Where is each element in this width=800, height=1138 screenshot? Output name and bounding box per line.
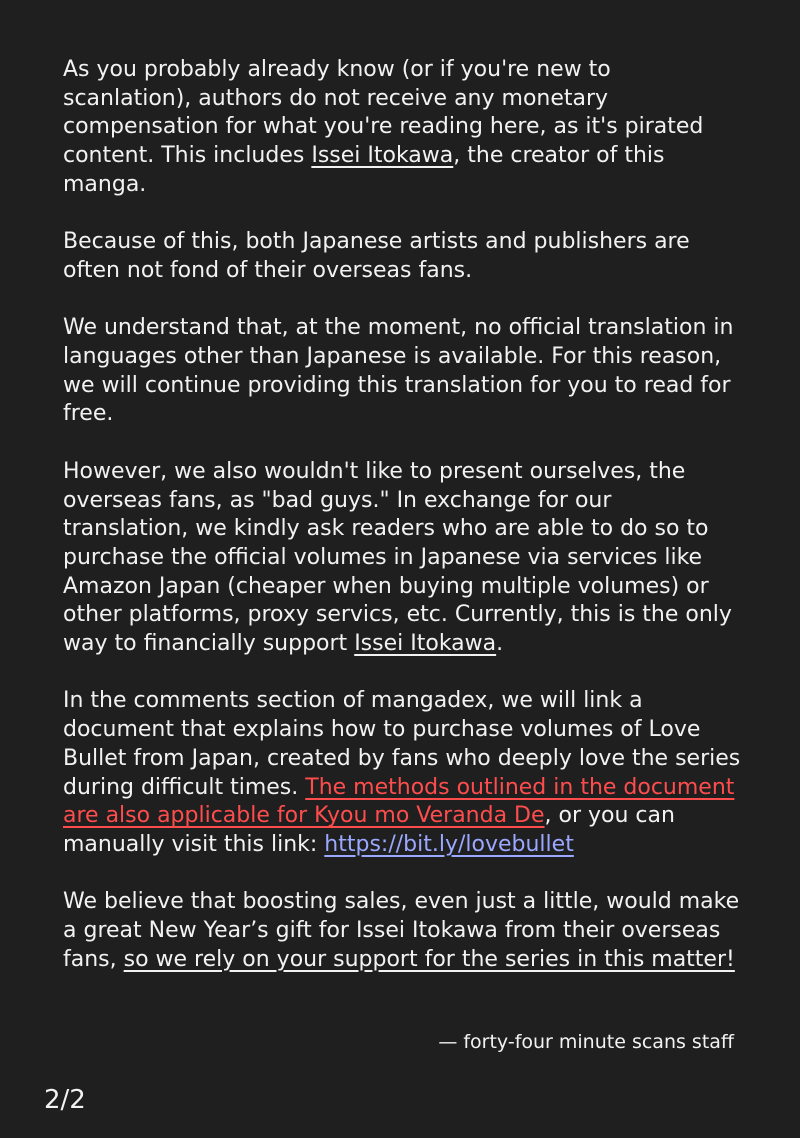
paragraph-text: Because of this, both Japanese artists and publishers are often not fond of their overseas fans.: [63, 229, 690, 283]
paragraph-purchase-guide: [63, 687, 743, 859]
paragraph-text: , the creator of this manga.: [63, 143, 665, 197]
author-name-link: Issei Itokawa: [311, 143, 454, 169]
paragraph-text: We believe that boosting sales, even just a little, would make a great New Year’s gift for Issei Itokawa from their overseas fans,: [63, 889, 740, 972]
paragraph-text: In the comments section of mangadex, we will link a document that explains how to purchase volumes of Love Bullet from Japan, created by fans who deeply love the series during difficult times.: [63, 688, 741, 800]
paragraph-text: As you probably already know (or if you're new to scanlation), authors do not receive any monetary compensation for what you're reading here, as it's pirated content. This includes: [63, 57, 704, 169]
lovebullet-link[interactable]: https://bit.ly/lovebullet: [324, 831, 574, 857]
paragraph-text: , or you can manually visit this link:: [63, 803, 675, 857]
paragraph-authors-compensation: [63, 56, 743, 200]
support-emphasis-text: so we rely on your support for the series in this matter!: [123, 946, 735, 972]
paragraph-support-sales: [63, 888, 743, 974]
paragraph-translation-availability: [63, 314, 743, 429]
author-name-link: Issei Itokawa: [354, 631, 497, 657]
page-number: 2/2: [44, 1085, 86, 1115]
highlighted-methods-text: The methods outlined in the document are also applicable for Kyou mo Veranda De: [63, 774, 735, 829]
document-body: [63, 56, 743, 1003]
paragraph-text: However, we also wouldn't like to present ourselves, the overseas fans, as "bad guys." In exchange for our translation, we kindly ask readers who are able to do so to purchase the official volumes in Japanese via services like Amazon Japan (cheaper when buying multiple volumes) or other platforms, proxy servics, etc. Currently, this is the only way to financially support: [63, 458, 732, 657]
paragraph-text: We understand that, at the moment, no official translation in languages other than Japanese is available. For this reason, we will continue providing this translation for you to read for free.: [63, 315, 734, 427]
staff-signature: — forty-four minute scans staff: [438, 1031, 734, 1053]
paragraph-text: .: [496, 631, 504, 657]
paragraph-purchase-request: [63, 458, 743, 659]
paragraph-overseas-fans: [63, 228, 743, 285]
